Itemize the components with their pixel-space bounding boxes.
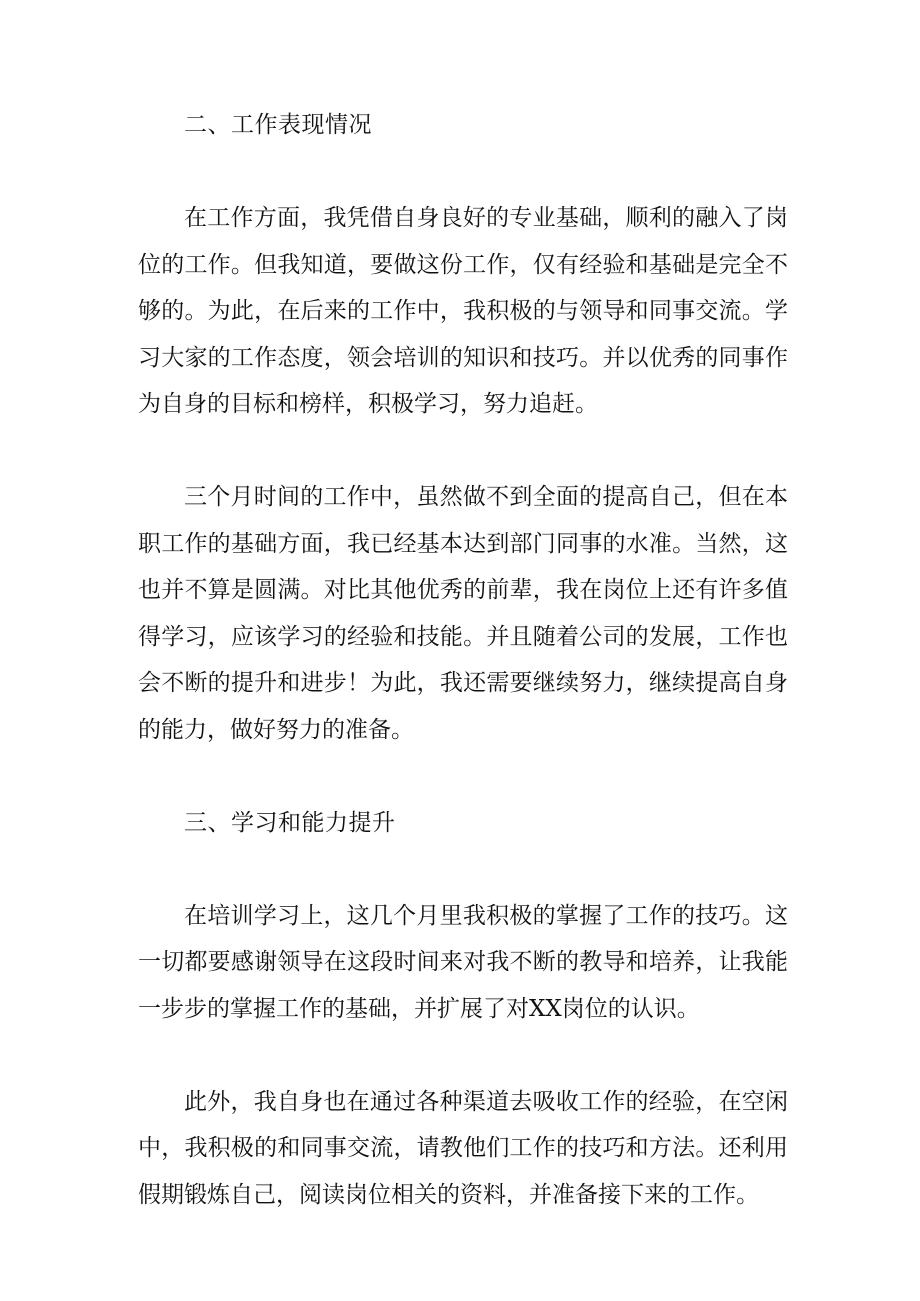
paragraph-learning-1: 在培训学习上，这几个月里我积极的掌握了工作的技巧。这一切都要感谢领导在这段时间来对我不断的教导和培养，让我能一步步的掌握工作的基础，并扩展了对XX岗位的认识。: [138, 902, 788, 1022]
section-heading-work-performance: 二、工作表现情况: [184, 112, 372, 138]
paragraph-spacer: [138, 846, 788, 893]
paragraph-work-performance-2: 三个月时间的工作中，虽然做不到全面的提高自己，但在本职工作的基础方面，我已经基本达到部门同事的水准。当然，这也并不算是圆满。对比其他优秀的前辈，我在岗位上还有许多值得学习，应该学习的经验和技能。并且随着公司的发展，工作也会不断的提升和进步！为此，我还需要继续努力，继续提高自身的能力，做好努力的准备。: [138, 484, 788, 743]
section-heading-learning-improvement: 三、学习和能力提升: [184, 809, 396, 836]
paragraph-spacer: [138, 428, 788, 475]
paragraph-spacer: [138, 1032, 788, 1079]
paragraph-learning-2: 此外，我自身也在通过各种渠道去吸收工作的经验，在空闲中，我积极的和同事交流，请教他们工作的技巧和方法。还利用假期锻炼自己，阅读岗位相关的资料，并准备接下来的工作。: [138, 1088, 788, 1208]
paragraph-work-performance-1: 在工作方面，我凭借自身良好的专业基础，顺利的融入了岗位的工作。但我知道，要做这份工作，仅有经验和基础是完全不够的。为此，在后来的工作中，我积极的与领导和同事交流。学习大家的工作态度，领会培训的知识和技巧。并以优秀的同事作为自身的目标和榜样，积极学习，努力追赶。: [138, 205, 788, 417]
document-body: [138, 102, 788, 1218]
paragraph-spacer: [138, 753, 788, 800]
paragraph-spacer: [138, 149, 788, 196]
